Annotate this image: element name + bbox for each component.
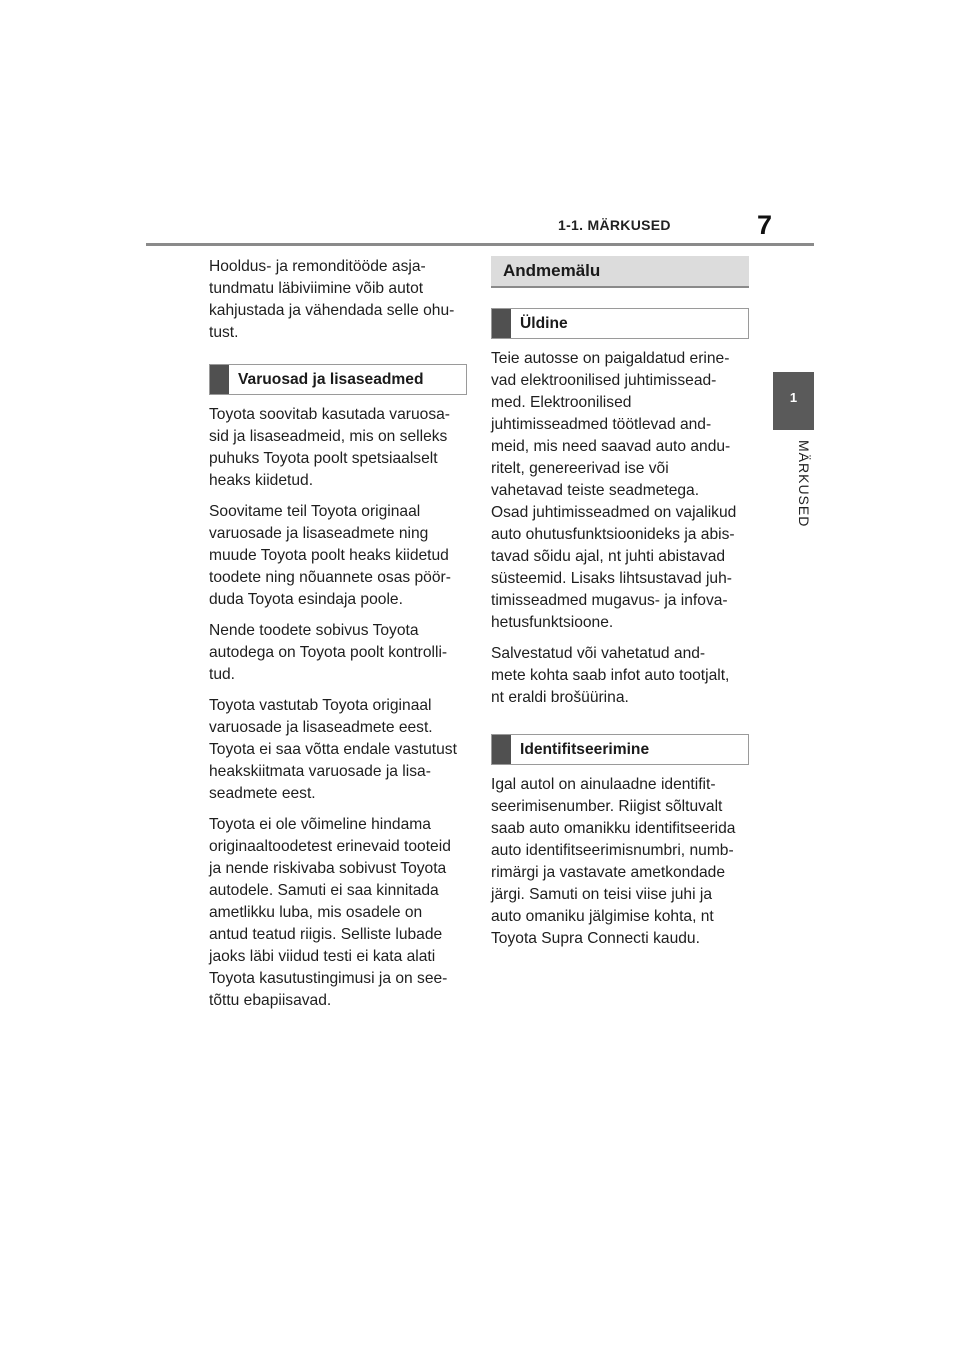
text-line: toodete ning nõuannete osas pöör- — [209, 569, 451, 586]
text-line: timisseadmed mugavus- ja infova- — [491, 592, 728, 609]
text-line: jaoks läbi viidud testi ei kata alati — [209, 948, 436, 965]
text-line: Igal autol on ainulaadne identifit- — [491, 776, 716, 793]
text-line: auto omaniku jälgimise kohta, nt — [491, 908, 714, 925]
text-line: tundmatu läbiviimine võib autot — [209, 280, 424, 297]
text-line: juhtimisseadmed töötlevad and- — [491, 416, 712, 433]
heading-marker — [492, 735, 511, 764]
text-line: sid ja lisaseadmeid, mis on selleks — [209, 428, 448, 445]
text-line: Toyota vastutab Toyota originaal — [209, 697, 432, 714]
text-line: meid, mis need saavad auto andu- — [491, 438, 731, 455]
text-line: Osad juhtimisseadmed on vajalikud — [491, 504, 737, 521]
text-line: süsteemid. Lisaks lihtsustavad juh- — [491, 570, 732, 587]
paragraph — [209, 501, 469, 611]
text-line: muude Toyota poolt heaks kiidetud — [209, 547, 449, 564]
paragraph — [209, 695, 469, 805]
text-line: hetusfunktsioone. — [491, 614, 614, 631]
section-header-title: 1-1. MÄRKUSED — [558, 217, 671, 233]
chapter-tab[interactable] — [773, 372, 814, 430]
heading-marker — [210, 365, 229, 394]
text-line: Toyota soovitab kasutada varuosa- — [209, 406, 450, 423]
paragraph — [209, 620, 469, 686]
paragraph — [491, 348, 751, 634]
text-line: autodega on Toyota poolt kontrolli- — [209, 644, 448, 661]
text-line: heakskiitmata varuosade ja lisa- — [209, 763, 431, 780]
text-line: tõttu ebapiisavad. — [209, 992, 332, 1009]
text-line: auto ohutusfunktsioonideks ja abis- — [491, 526, 735, 543]
text-line: heaks kiidetud. — [209, 472, 314, 489]
chapter-tab-number: 1 — [789, 390, 798, 405]
text-line: duda Toyota esindaja poole. — [209, 591, 403, 608]
text-line: ritelt, genereerivad ise või — [491, 460, 669, 477]
text-line: Soovitame teil Toyota originaal — [209, 503, 421, 520]
text-line: varuosade ja lisaseadmete eest. — [209, 719, 433, 736]
text-line: auto identifitseerimisnumbri, numb- — [491, 842, 734, 859]
text-line: saab auto omanikku identifitseerida — [491, 820, 736, 837]
text-line: Toyota kasutustingimusi ja on see- — [209, 970, 448, 987]
paragraph — [491, 643, 751, 709]
text-line: Toyota Supra Connecti kaudu. — [491, 930, 700, 947]
text-line: tavad sõidu ajal, nt juhti abistavad — [491, 548, 726, 565]
text-line: antud teatud riigis. Selliste lubade — [209, 926, 443, 943]
paragraph — [209, 404, 469, 492]
text-line: Teie autosse on paigaldatud erine- — [491, 350, 730, 367]
section-heading-identification — [491, 734, 749, 765]
text-line: vahetavad teiste seadmetega. — [491, 482, 700, 499]
heading-marker — [492, 309, 511, 338]
text-line: originaaltoodetest erinevaid tooteid — [209, 838, 451, 855]
section-heading-label: Üldine — [520, 315, 568, 332]
text-line: tust. — [209, 324, 239, 341]
main-heading-data-memory — [491, 256, 749, 288]
section-heading-label: Varuosad ja lisaseadmed — [238, 371, 424, 388]
text-line: tud. — [209, 666, 236, 683]
page-number: 7 — [757, 210, 773, 240]
text-line: kahjustada ja vähendada selle ohu- — [209, 302, 455, 319]
text-line: Toyota ei ole võimeline hindama — [209, 816, 431, 833]
main-heading-label: Andmemälu — [503, 261, 601, 280]
chapter-tab-label: MÄRKUSED — [796, 440, 812, 528]
text-line: järgi. Samuti on teisi viise juhi ja — [491, 886, 713, 903]
text-line: autodele. Samuti ei saa kinnitada — [209, 882, 439, 899]
text-line: vad elektroonilised juhtimissead- — [491, 372, 717, 389]
paragraph — [209, 814, 469, 1012]
text-line: varuosade ja lisaseadmete ning — [209, 525, 429, 542]
text-line: Salvestatud või vahetatud and- — [491, 645, 706, 662]
right-column — [491, 256, 751, 950]
text-line: seerimisenumber. Riigist sõltuvalt — [491, 798, 723, 815]
header-divider — [146, 243, 814, 246]
section-heading-label: Identifitseerimine — [520, 741, 650, 758]
text-line: seadmete eest. — [209, 785, 316, 802]
paragraph — [491, 774, 751, 950]
text-line: rimärgi ja vastavate ametkondade — [491, 864, 726, 881]
text-line: puhuks Toyota poolt spetsiaalselt — [209, 450, 438, 467]
text-line: Toyota ei saa võtta endale vastutust — [209, 741, 457, 758]
text-line: mete kohta saab infot auto tootjalt, — [491, 667, 730, 684]
left-column — [209, 256, 469, 1012]
text-line: ja nende riskivaba sobivust Toyota — [209, 860, 447, 877]
text-line: ametlikku luba, mis osadele on — [209, 904, 423, 921]
text-line: Nende toodete sobivus Toyota — [209, 622, 419, 639]
text-line: Hooldus- ja remonditööde asja- — [209, 258, 426, 275]
text-line: med. Elektroonilised — [491, 394, 632, 411]
text-line: nt eraldi brošüürina. — [491, 689, 629, 706]
section-heading-spare-parts — [209, 364, 467, 395]
section-heading-general — [491, 308, 749, 339]
intro-paragraph — [209, 256, 469, 344]
